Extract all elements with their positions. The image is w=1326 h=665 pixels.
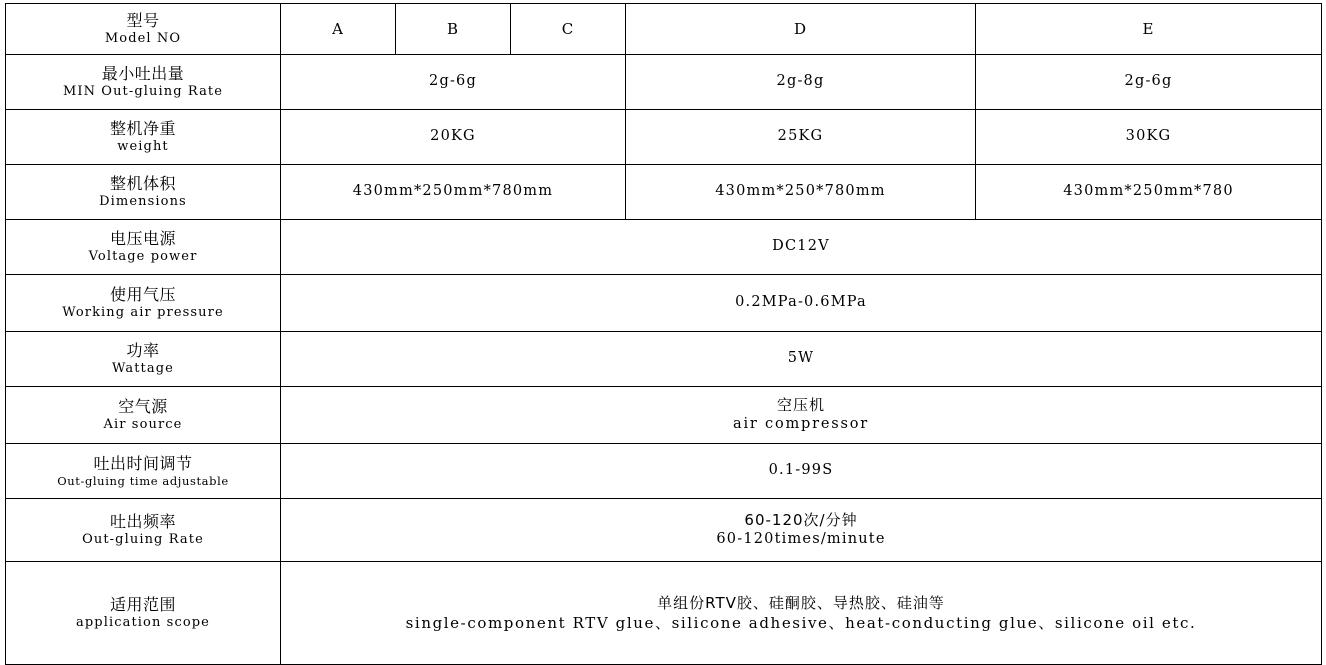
table-row bbox=[6, 110, 1322, 165]
value-text: 2g-6g bbox=[1124, 73, 1173, 90]
value-cell-abc bbox=[281, 55, 626, 110]
value-cell-d bbox=[626, 110, 976, 165]
value-cell-all bbox=[281, 332, 1322, 387]
value-cell-d bbox=[626, 55, 976, 110]
model-column-c bbox=[511, 4, 626, 55]
row-label-en: MIN Out-gluing Rate bbox=[62, 83, 224, 99]
row-label-en: Out-gluing time adjustable bbox=[57, 473, 229, 488]
row-label-cn: 功率 bbox=[126, 340, 160, 360]
table-row bbox=[6, 444, 1322, 499]
value-cell-abc bbox=[281, 110, 626, 165]
value-cell-e bbox=[976, 165, 1322, 220]
model-a-label: A bbox=[332, 19, 344, 38]
model-d-label: D bbox=[793, 19, 808, 38]
value-text-cn: 60-120次/分钟 bbox=[744, 511, 858, 530]
value-text: 430mm*250*780mm bbox=[715, 183, 886, 200]
row-label-cn: 最小吐出量 bbox=[101, 63, 185, 83]
row-label-weight bbox=[6, 110, 281, 165]
table-row bbox=[6, 332, 1322, 387]
header-label-cell bbox=[6, 4, 281, 55]
row-label-en: Dimensions bbox=[99, 193, 187, 209]
row-label-dimensions bbox=[6, 165, 281, 220]
value-cell-all bbox=[281, 387, 1322, 444]
row-label-cn: 使用气压 bbox=[109, 284, 176, 304]
row-label-en: Voltage power bbox=[88, 248, 198, 264]
model-e-label: E bbox=[1142, 19, 1155, 38]
value-text: 0.1-99S bbox=[768, 462, 834, 479]
value-text-en: 60-120times/minute bbox=[716, 531, 886, 548]
value-text-cn: 空压机 bbox=[776, 396, 825, 415]
value-cell-e bbox=[976, 55, 1322, 110]
row-label-voltage-power bbox=[6, 220, 281, 275]
value-text: DC12V bbox=[772, 238, 830, 255]
value-cell-all bbox=[281, 562, 1322, 665]
value-cell-d bbox=[626, 165, 976, 220]
header-label-en: Model NO bbox=[104, 30, 182, 46]
row-label-cn: 吐出时间调节 bbox=[93, 453, 193, 473]
row-label-air-source bbox=[6, 387, 281, 444]
value-text: 430mm*250mm*780 bbox=[1063, 183, 1234, 200]
value-text: 2g-6g bbox=[429, 73, 477, 90]
row-label-cn: 吐出频率 bbox=[109, 511, 176, 531]
row-label-en: Air source bbox=[103, 416, 183, 432]
table-row bbox=[6, 562, 1322, 665]
value-text: 25KG bbox=[777, 128, 824, 145]
value-text-en: air compressor bbox=[733, 416, 869, 433]
row-label-application-scope bbox=[6, 562, 281, 665]
value-text-cn: 单组份RTV胶、硅酮胶、导热胶、硅油等 bbox=[657, 593, 945, 612]
value-cell-all bbox=[281, 220, 1322, 275]
table-row bbox=[6, 387, 1322, 444]
model-column-b bbox=[396, 4, 511, 55]
value-text: 5W bbox=[787, 350, 815, 367]
table-row bbox=[6, 165, 1322, 220]
table-row bbox=[6, 220, 1322, 275]
value-text: 0.2MPa-0.6MPa bbox=[735, 294, 867, 311]
value-cell-abc bbox=[281, 165, 626, 220]
header-label-cn: 型号 bbox=[126, 10, 160, 30]
row-label-en: Out-gluing Rate bbox=[82, 531, 204, 547]
row-label-cn: 适用范围 bbox=[109, 594, 176, 614]
row-label-working-air-pressure bbox=[6, 275, 281, 332]
model-column-a bbox=[281, 4, 396, 55]
table-row bbox=[6, 499, 1322, 562]
row-label-out-gluing-time-adjustable bbox=[6, 444, 281, 499]
model-b-label: B bbox=[446, 19, 460, 38]
model-column-d bbox=[626, 4, 976, 55]
row-label-cn: 电压电源 bbox=[109, 228, 176, 248]
specification-table bbox=[5, 3, 1322, 665]
table-header-row bbox=[6, 4, 1322, 55]
value-text: 2g-8g bbox=[776, 73, 825, 90]
row-label-min-out-gluing-rate bbox=[6, 55, 281, 110]
row-label-en: application scope bbox=[76, 614, 210, 630]
row-label-cn: 整机体积 bbox=[109, 173, 176, 193]
table-row bbox=[6, 55, 1322, 110]
row-label-wattage bbox=[6, 332, 281, 387]
value-cell-all bbox=[281, 444, 1322, 499]
model-c-label: C bbox=[561, 19, 575, 38]
row-label-cn: 整机净重 bbox=[109, 118, 176, 138]
row-label-out-gluing-rate bbox=[6, 499, 281, 562]
value-cell-all bbox=[281, 275, 1322, 332]
model-column-e bbox=[976, 4, 1322, 55]
row-label-en: Working air pressure bbox=[62, 304, 224, 320]
value-cell-all bbox=[281, 499, 1322, 562]
row-label-cn: 空气源 bbox=[118, 396, 168, 416]
value-text-en: single-component RTV glue、silicone adhesive、heat-conducting glue、silicone oil etc. bbox=[405, 614, 1197, 632]
value-text: 30KG bbox=[1125, 128, 1172, 145]
row-label-en: weight bbox=[117, 138, 169, 154]
value-text: 430mm*250mm*780mm bbox=[352, 183, 554, 200]
value-text: 20KG bbox=[430, 128, 476, 145]
value-cell-e bbox=[976, 110, 1322, 165]
row-label-en: Wattage bbox=[112, 360, 174, 376]
table-row bbox=[6, 275, 1322, 332]
